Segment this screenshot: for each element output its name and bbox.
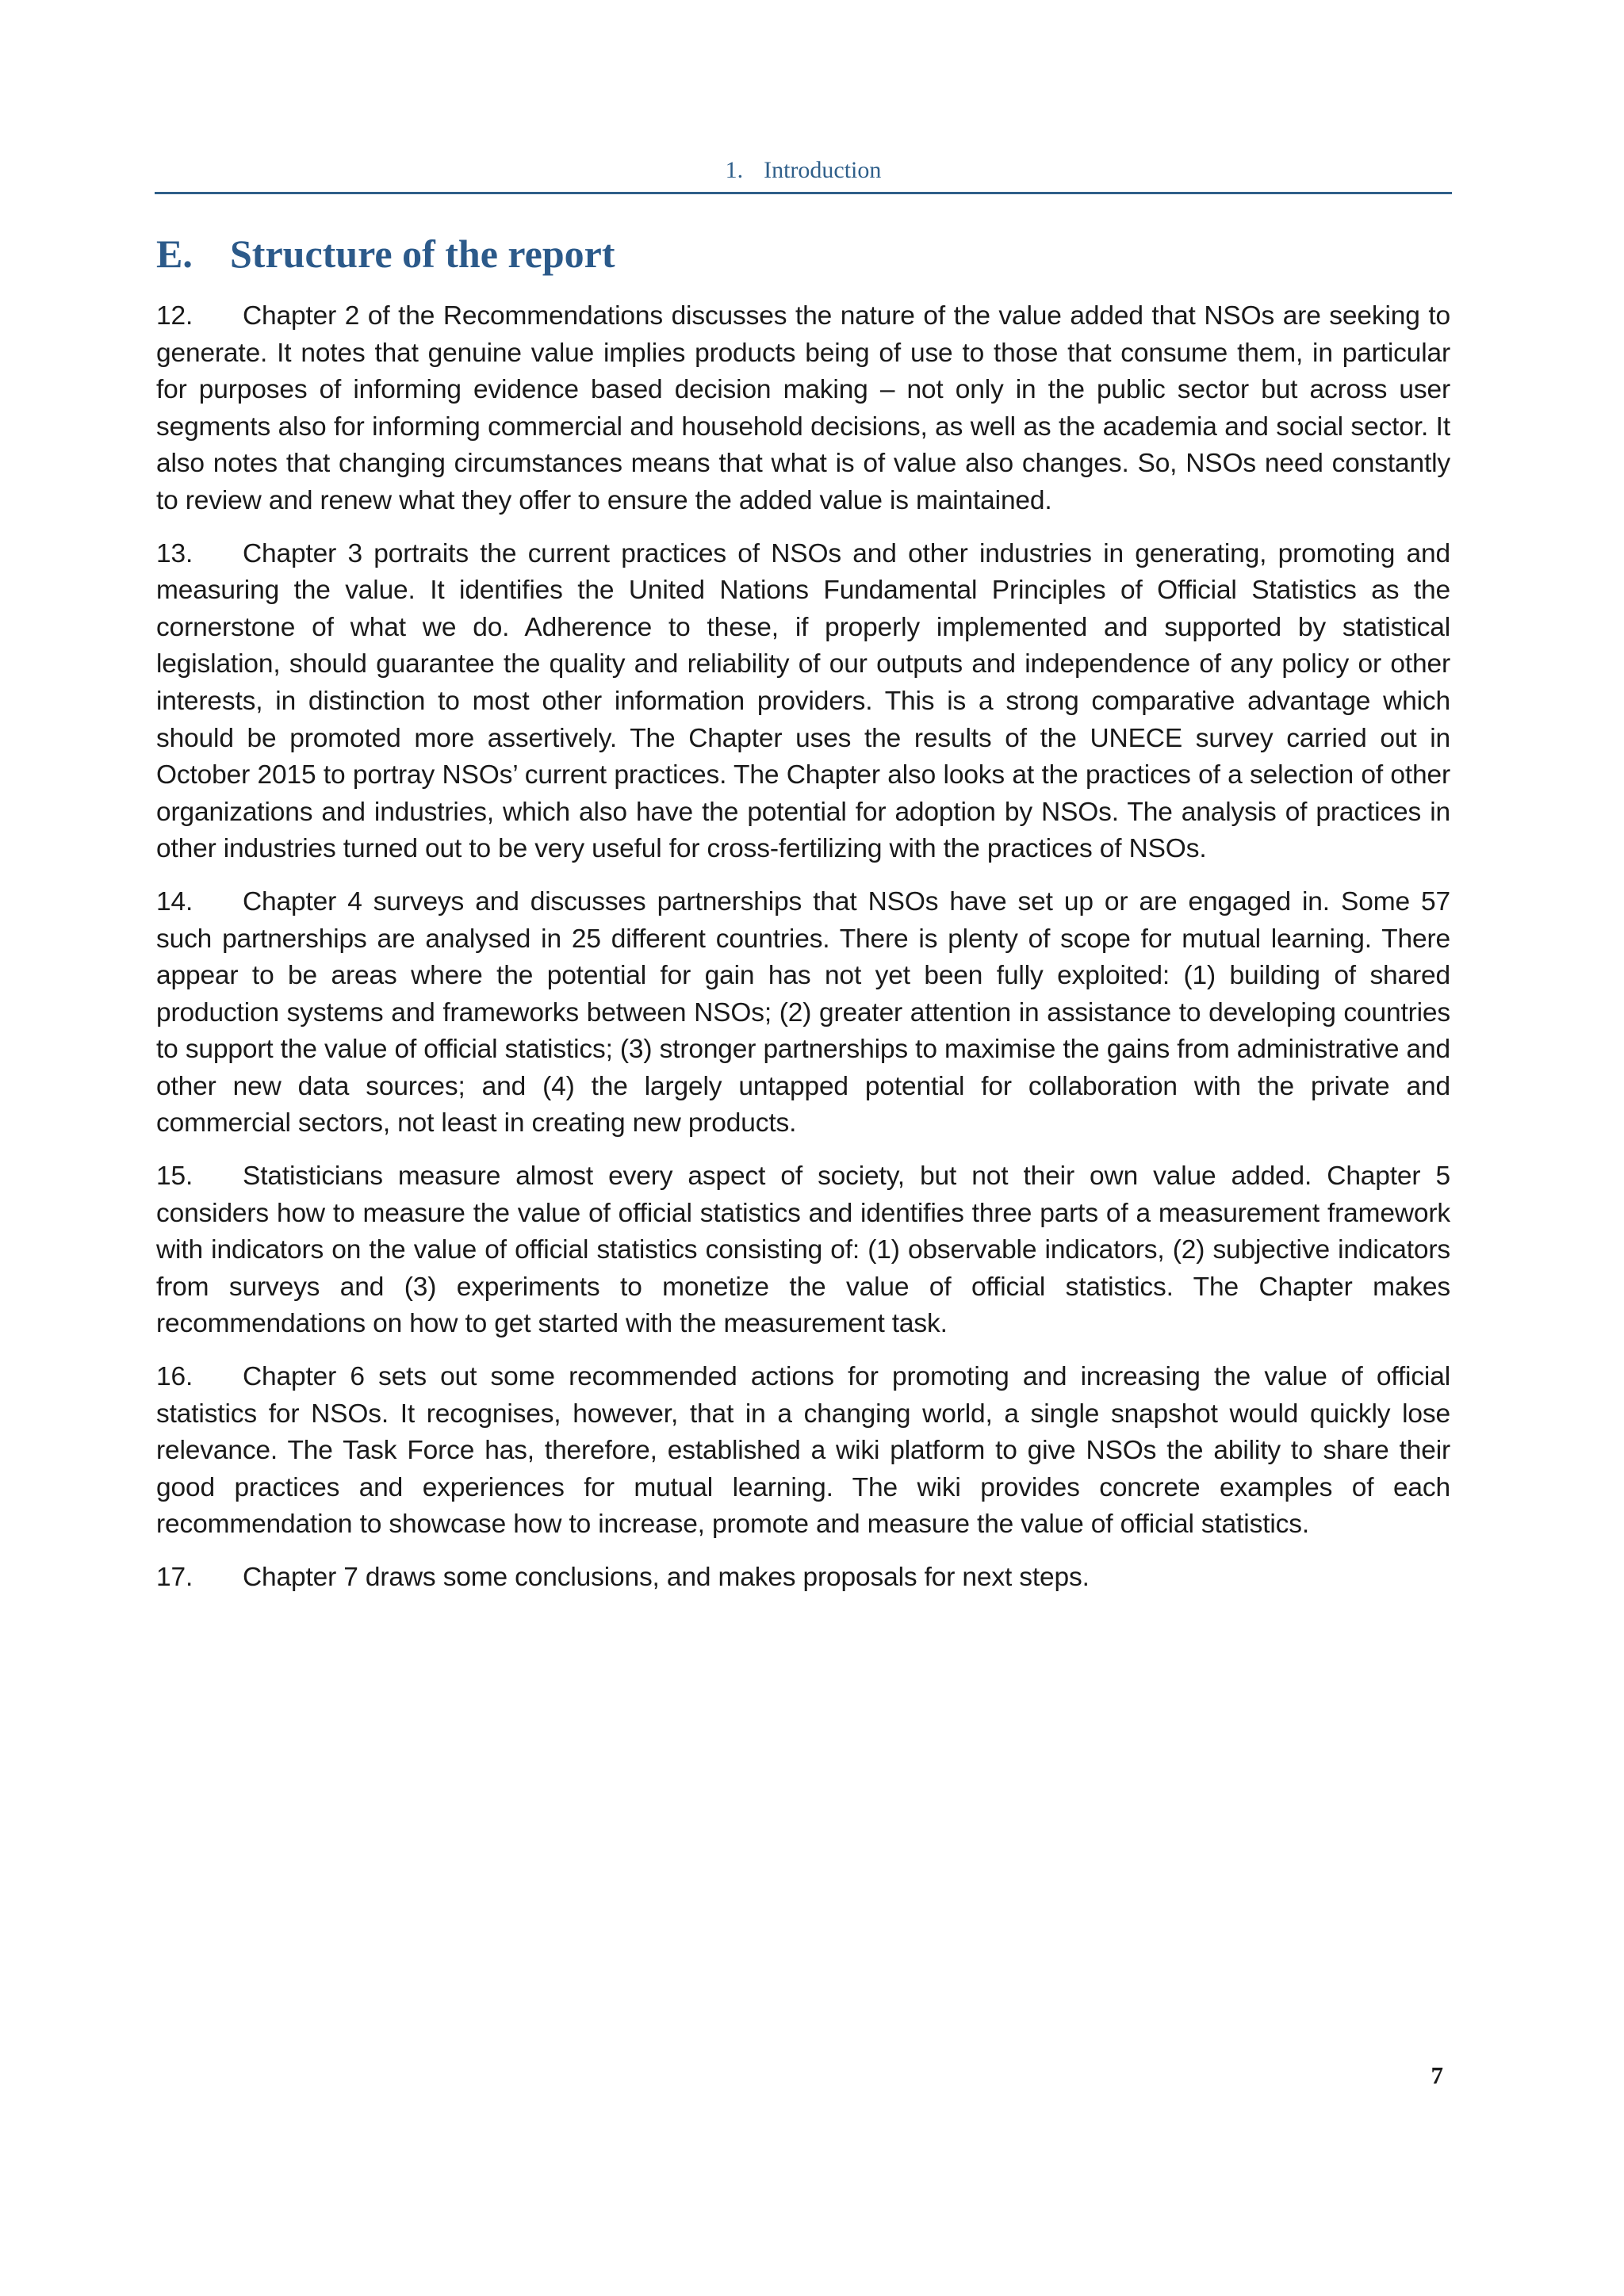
paragraph-text: Chapter 2 of the Recommendations discusses the nature of the value added that NSOs are seeking to generate. It notes that genuine value implies products being of use to those that consume them, in particular for purposes of informing evidence based decision making – not only in the public sector but across user segments also for informing commercial and household decisions, as well as the academia and social sector. It also notes that changing circumstances means that what is of value also changes. So, NSOs need constantly to review and renew what they offer to ensure the added value is maintained. [156,301,1450,515]
paragraph-number: 16. [156,1362,193,1392]
section-letter: E. [156,232,193,276]
paragraph-text: Chapter 6 sets out some recommended actions for promoting and increasing the value of official statistics for NSOs. It recognises, however, that in a changing world, a single snapshot would quickly lose relevance. The Task Force has, therefore, established a wiki platform to give NSOs the ability to share their good practices and experiences for mutual learning. The wiki provides concrete examples of each recommendation to showcase how to increase, promote and measure the value of official statistics. [156,1362,1450,1540]
paragraph-text: Chapter 7 draws some conclusions, and makes proposals for next steps. [243,1563,1090,1592]
paragraph-number: 17. [156,1563,193,1592]
paragraph-17 [156,1559,1450,1597]
paragraph-number: 14. [156,886,193,916]
running-header [155,155,1452,194]
page-number: 7 [1431,2061,1443,2089]
paragraph-number: 12. [156,301,193,331]
paragraph-text: Chapter 3 portraits the current practices of NSOs and other industries in generating, promoting and measuring the value. It identifies the United Nations Fundamental Principles of Official Statistics as the cornerstone of what we do. Adherence to these, if properly implemented and supported by statistical legislation, should guarantee the quality and reliability of our outputs and independence of any policy or other interests, in distinction to most other information providers. This is a strong comparative advantage which should be promoted more assertively. The Chapter uses the results of the UNECE survey carried out in October 2015 to portray NSOs’ current practices. The Chapter also looks at the practices of a selection of other organizations and industries, which also have the potential for adoption by NSOs. The analysis of practices in other industries turned out to be very useful for cross-fertilizing with the practices of NSOs. [156,538,1450,864]
paragraph-text: Statisticians measure almost every aspect of society, but not their own value added. Chapter 5 considers how to measure the value of official statistics and identifies three parts of a measurement framework with indicators on the value of official statistics consisting of: (1) observable indicators, (2) subjective indicators from surveys and (3) experiments to monetize the value of official statistics. The Chapter makes recommendations on how to get started with the measurement task. [156,1161,1450,1339]
section-title-text: Structure of the report [230,232,615,276]
paragraph-16 [156,1359,1450,1544]
report-body [156,298,1450,1613]
paragraph-12 [156,298,1450,520]
paragraph-14 [156,884,1450,1142]
paragraph-number: 13. [156,538,193,568]
header-section-name: Introduction [764,157,882,183]
paragraph-text: Chapter 4 surveys and discusses partnerships that NSOs have set up or are engaged in. Some 57 such partnerships are analysed in 25 different countries. There is plenty of scope for mutual learning. There appear to be areas where the potential for gain has not yet been fully exploited: (1) building of shared production systems and frameworks between NSOs; (2) greater attention in assistance to developing countries to support the value of official statistics; (3) stronger partnerships to maximise the gains from administrative and other new data sources; and (4) the largely untapped potential for collaboration with the private and commercial sectors, not least in creating new products. [156,886,1450,1138]
paragraph-15 [156,1158,1450,1343]
section-title [156,228,615,279]
paragraph-number: 15. [156,1161,193,1192]
paragraph-13 [156,536,1450,868]
header-section-number: 1. [725,157,744,183]
